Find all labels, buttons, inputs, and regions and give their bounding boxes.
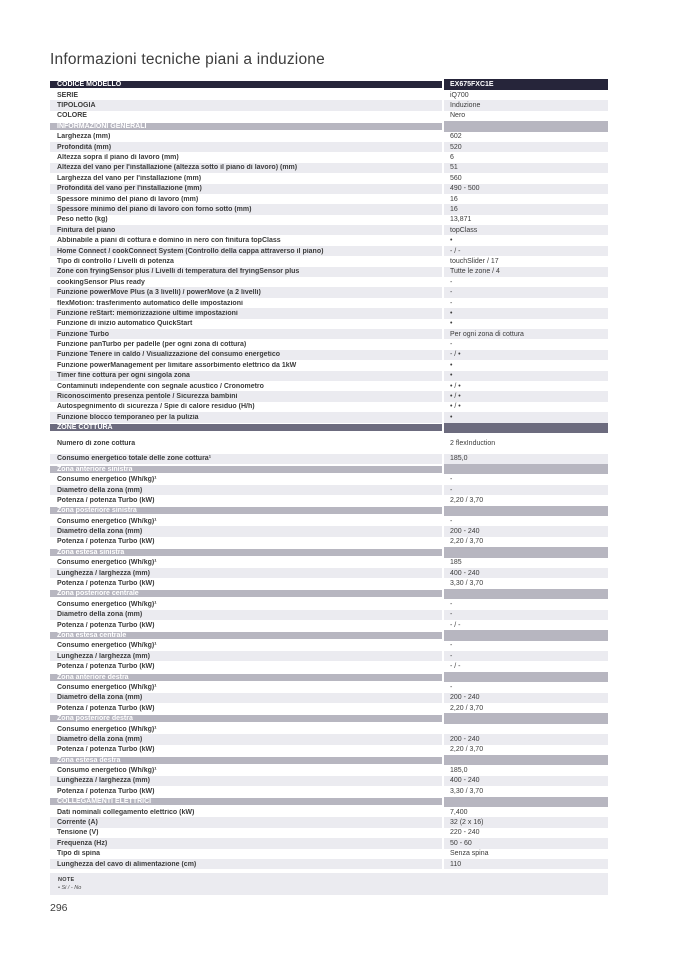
- spec-row-label: Consumo energetico (Wh/kg)¹: [57, 725, 157, 733]
- spec-row-value: -: [442, 485, 608, 495]
- spec-row-label: Lunghezza / larghezza (mm): [57, 652, 150, 660]
- section-header-label: Zona anteriore sinistra: [50, 466, 442, 473]
- spec-row: [50, 724, 608, 734]
- spec-row-value: 3,30 / 3,70: [442, 786, 608, 796]
- section-header: [50, 797, 608, 807]
- spec-row-value: •: [442, 308, 608, 318]
- spec-row-value: 200 - 240: [442, 526, 608, 536]
- spec-row-value: • / •: [442, 402, 608, 412]
- spec-row-label: Autospegnimento di sicurezza / Spie di calore residuo (H/h): [57, 403, 255, 411]
- spec-row-label: Funzione Turbo: [57, 330, 109, 338]
- spec-row-label: Potenza / potenza Turbo (kW): [57, 621, 155, 629]
- spec-row-label: Potenza / potenza Turbo (kW): [57, 496, 155, 504]
- spec-row-label: Peso netto (kg): [57, 216, 108, 224]
- spec-row-label: Larghezza (mm): [57, 133, 111, 141]
- spec-row: [50, 516, 608, 526]
- spec-row-value: 220 - 240: [442, 828, 608, 838]
- spec-row: [50, 184, 608, 194]
- spec-row-value: 560: [442, 173, 608, 183]
- section-header-label: Zona posteriore destra: [50, 715, 442, 722]
- spec-row-label: Dati nominali collegamento elettrico (kW): [57, 808, 195, 816]
- spec-row-label: Lunghezza / larghezza (mm): [57, 777, 150, 785]
- spec-row: [50, 849, 608, 859]
- section-header-label: Zona posteriore centrale: [50, 590, 442, 597]
- spec-row-label: Consumo energetico (Wh/kg)¹: [57, 683, 157, 691]
- spec-row-label: Tipo di controllo / Livelli di potenza: [57, 257, 174, 265]
- spec-row: [50, 360, 608, 370]
- spec-row-value: 32 (2 x 16): [442, 817, 608, 827]
- spec-row-value: 6: [442, 152, 608, 162]
- section-header-fill: [442, 713, 608, 723]
- spec-row-value: [442, 724, 608, 734]
- spec-row-value: 200 - 240: [442, 693, 608, 703]
- spec-row-label: Home Connect / cookConnect System (Controllo della cappa attraverso il piano): [57, 247, 324, 255]
- spec-row-label: Larghezza del vano per l'installazione (mm): [57, 174, 202, 182]
- spec-row-label: Numero di zone cottura: [57, 439, 136, 447]
- spec-row-label: Potenza / potenza Turbo (kW): [57, 663, 155, 671]
- spec-row-value: 520: [442, 142, 608, 152]
- spec-row-value: 3,30 / 3,70: [442, 578, 608, 588]
- spec-row-value: -: [442, 287, 608, 297]
- section-header: [50, 713, 608, 723]
- spec-row-label: Funzione blocco temporaneo per la pulizia: [57, 413, 199, 421]
- spec-row-value: 51: [442, 163, 608, 173]
- spec-row-label: Timer fine cottura per ogni singola zona: [57, 372, 190, 380]
- spec-table-body: [50, 90, 608, 869]
- section-header: [50, 630, 608, 640]
- spec-row-label: SERIE: [57, 91, 79, 99]
- spec-row: [50, 194, 608, 204]
- spec-row: [50, 100, 608, 110]
- spec-row: [50, 235, 608, 245]
- section-header-fill: [442, 464, 608, 474]
- section-header-label: Zona estesa sinistra: [50, 549, 442, 556]
- table-header-row: [50, 79, 608, 90]
- spec-row-label: Diametro della zona (mm): [57, 528, 143, 536]
- spec-row: [50, 661, 608, 671]
- spec-row: [50, 474, 608, 484]
- spec-row-value: 400 - 240: [442, 776, 608, 786]
- spec-row: [50, 526, 608, 536]
- spec-row: [50, 859, 608, 869]
- spec-row: [50, 204, 608, 214]
- spec-row: [50, 267, 608, 277]
- spec-row-value: •: [442, 319, 608, 329]
- spec-row-label: Consumo energetico (Wh/kg)¹: [57, 767, 157, 775]
- spec-row-label: Funzione reStart: memorizzazione ultime impostazioni: [57, 309, 238, 317]
- spec-row: [50, 693, 608, 703]
- spec-row: [50, 610, 608, 620]
- spec-row-value: -: [442, 298, 608, 308]
- section-header-fill: [442, 506, 608, 516]
- spec-row-value: •: [442, 412, 608, 422]
- spec-row-value: 16: [442, 204, 608, 214]
- section-header: [50, 464, 608, 474]
- section-header-fill: [442, 423, 608, 433]
- spec-row-label: Contaminuti independente con segnale acustico / Cronometro: [57, 382, 264, 390]
- spec-row-label: Diametro della zona (mm): [57, 735, 143, 743]
- spec-row-label: Profondità del vano per l'installazione (mm): [57, 185, 202, 193]
- spec-row-value: 2,20 / 3,70: [442, 745, 608, 755]
- spec-row: [50, 350, 608, 360]
- spec-row-label: Potenza / potenza Turbo (kW): [57, 538, 155, 546]
- spec-row-label: Potenza / potenza Turbo (kW): [57, 580, 155, 588]
- section-header-fill: [442, 547, 608, 557]
- spec-row-label: Spessore minimo del piano di lavoro con forno sotto (mm): [57, 205, 252, 213]
- spec-row-label: flexMotion: trasferimento automatico delle impostazioni: [57, 299, 243, 307]
- spec-row: [50, 558, 608, 568]
- spec-row-value: -: [442, 516, 608, 526]
- spec-row: [50, 246, 608, 256]
- spec-row: [50, 163, 608, 173]
- section-header: [50, 506, 608, 516]
- spec-row-label: Funzione panTurbo per padelle (per ogni zona di cottura): [57, 341, 247, 349]
- section-header-fill: [442, 672, 608, 682]
- spec-row-label: Altezza sopra il piano di lavoro (mm): [57, 154, 179, 162]
- spec-row-value: Tutte le zone / 4: [442, 267, 608, 277]
- spec-row-label: Diametro della zona (mm): [57, 694, 143, 702]
- spec-row: [50, 215, 608, 225]
- spec-row-value: -: [442, 277, 608, 287]
- spec-row-value: -: [442, 339, 608, 349]
- spec-row-value: 2,20 / 3,70: [442, 537, 608, 547]
- spec-row: [50, 371, 608, 381]
- spec-row-label: Potenza / potenza Turbo (kW): [57, 787, 155, 795]
- spec-row-label: cookingSensor Plus ready: [57, 278, 145, 286]
- spec-row-value: Nero: [442, 111, 608, 121]
- spec-row: [50, 807, 608, 817]
- spec-row-label: Consumo energetico (Wh/kg)¹: [57, 476, 157, 484]
- spec-row-label: Funzione di inizio automatico QuickStart: [57, 320, 193, 328]
- section-header: [50, 672, 608, 682]
- note-title: NOTE: [58, 877, 75, 884]
- spec-row-label: Consumo energetico totale delle zone cottura¹: [57, 455, 212, 463]
- spec-table: [50, 79, 608, 869]
- spec-row-label: Profondità (mm): [57, 143, 112, 151]
- section-header: [50, 121, 608, 131]
- spec-row: [50, 454, 608, 464]
- spec-row: [50, 682, 608, 692]
- spec-row-value: Induzione: [442, 100, 608, 110]
- page-title: Informazioni tecniche piani a induzione: [50, 51, 325, 68]
- spec-row: [50, 90, 608, 100]
- spec-row-value: Senza spina: [442, 849, 608, 859]
- spec-row-value: -: [442, 610, 608, 620]
- note-box: [50, 873, 608, 895]
- spec-row: [50, 765, 608, 775]
- spec-row: [50, 402, 608, 412]
- spec-row: [50, 651, 608, 661]
- spec-row-value: 200 - 240: [442, 734, 608, 744]
- spec-row: [50, 620, 608, 630]
- section-header-label: COLLEGAMENTI ELETTRICI: [50, 798, 442, 805]
- spec-row: [50, 703, 608, 713]
- spec-row-value: 490 - 500: [442, 184, 608, 194]
- section-header-label: ZONE COTTURA: [50, 424, 442, 431]
- section-header-fill: [442, 630, 608, 640]
- spec-row-value: -: [442, 682, 608, 692]
- spec-row-label: Lunghezza del cavo di alimentazione (cm): [57, 860, 197, 868]
- spec-row-label: Funzione powerManagement per limitare assorbimento elettrico da 1kW: [57, 361, 297, 369]
- spec-row: [50, 817, 608, 827]
- spec-row-label: TIPOLOGIA: [57, 102, 96, 110]
- spec-row: [50, 319, 608, 329]
- spec-row-value: 185,0: [442, 454, 608, 464]
- spec-row-value: •: [442, 235, 608, 245]
- spec-row: [50, 111, 608, 121]
- spec-row-value: 7,400: [442, 807, 608, 817]
- spec-row-value: Per ogni zona di cottura: [442, 329, 608, 339]
- spec-row: [50, 391, 608, 401]
- spec-row-value: iQ700: [442, 90, 608, 100]
- spec-row-value: - / -: [442, 246, 608, 256]
- spec-row-value: 50 - 60: [442, 838, 608, 848]
- spec-row: [50, 828, 608, 838]
- spec-row-label: COLORE: [57, 112, 87, 120]
- page-number: 296: [50, 902, 68, 915]
- spec-row-value: -: [442, 599, 608, 609]
- spec-row-label: Lunghezza / larghezza (mm): [57, 569, 150, 577]
- spec-row-value: •: [442, 371, 608, 381]
- spec-row: [50, 412, 608, 422]
- spec-row-label: Tensione (V): [57, 829, 99, 837]
- spec-row-value: 2,20 / 3,70: [442, 703, 608, 713]
- spec-row: [50, 142, 608, 152]
- spec-row: [50, 256, 608, 266]
- spec-row-label: Funzione powerMove Plus (a 3 livelli) / powerMove (a 2 livelli): [57, 289, 261, 297]
- spec-row-value: 602: [442, 132, 608, 142]
- spec-row-label: Riconoscimento presenza pentole / Sicurezza bambini: [57, 393, 238, 401]
- spec-row: [50, 438, 608, 448]
- spec-row: [50, 537, 608, 547]
- spec-row-label: Altezza del vano per l'installazione (altezza sotto il piano di lavoro) (mm): [57, 164, 298, 172]
- spec-row: [50, 225, 608, 235]
- spec-row: [50, 152, 608, 162]
- spec-row: [50, 786, 608, 796]
- spec-row-label: Consumo energetico (Wh/kg)¹: [57, 642, 157, 650]
- spec-row-value: - / •: [442, 350, 608, 360]
- section-header-label: Zona posteriore sinistra: [50, 507, 442, 514]
- spec-row-label: Abbinabile a piani di cottura e domino in nero con finitura topClass: [57, 237, 281, 245]
- spec-row: [50, 132, 608, 142]
- spec-row-value: -: [442, 641, 608, 651]
- note-body: • Si / - No: [58, 885, 82, 892]
- spec-row: [50, 776, 608, 786]
- spec-row-value: - / -: [442, 661, 608, 671]
- spec-row-label: Zone con fryingSensor plus / Livelli di temperatura del fryingSensor plus: [57, 268, 300, 276]
- spec-row-value: topClass: [442, 225, 608, 235]
- section-header: [50, 547, 608, 557]
- section-header-fill: [442, 121, 608, 131]
- spec-row-value: • / •: [442, 391, 608, 401]
- spec-row: [50, 495, 608, 505]
- spec-row-value: - / -: [442, 620, 608, 630]
- spec-row: [50, 339, 608, 349]
- spec-row-label: Frequenza (Hz): [57, 839, 108, 847]
- spec-row-label: Corrente (A): [57, 819, 98, 827]
- spec-row-value: 400 - 240: [442, 568, 608, 578]
- spec-row: [50, 734, 608, 744]
- section-header-fill: [442, 755, 608, 765]
- spec-row-label: Potenza / potenza Turbo (kW): [57, 746, 155, 754]
- spec-row-label: Diametro della zona (mm): [57, 486, 143, 494]
- spec-row: [50, 568, 608, 578]
- spec-row-value: 2,20 / 3,70: [442, 495, 608, 505]
- spec-row-value: 13,871: [442, 215, 608, 225]
- section-header: [50, 589, 608, 599]
- spec-row-value: 110: [442, 859, 608, 869]
- spec-row-label: Spessore minimo del piano di lavoro (mm): [57, 195, 199, 203]
- section-header-fill: [442, 589, 608, 599]
- spec-row-value: touchSlider / 17: [442, 256, 608, 266]
- spec-row-value: 2 flexInduction: [442, 438, 608, 448]
- table-header-value: EX675FXC1E: [442, 79, 608, 90]
- section-header-label: Zona estesa centrale: [50, 632, 442, 639]
- spec-row: [50, 287, 608, 297]
- spec-row-value: •: [442, 360, 608, 370]
- spec-row: [50, 745, 608, 755]
- spec-row-label: Consumo energetico (Wh/kg)¹: [57, 517, 157, 525]
- spec-row-value: 185: [442, 558, 608, 568]
- spec-row: [50, 173, 608, 183]
- spec-row-label: Funzione Tenere in caldo / Visualizzazione del consumo energetico: [57, 351, 281, 359]
- table-header-label: CODICE MODELLO: [50, 81, 442, 88]
- spec-row-label: Diametro della zona (mm): [57, 611, 143, 619]
- spec-row-value: -: [442, 474, 608, 484]
- section-header-label: INFORMAZIONI GENERALI: [50, 123, 442, 130]
- spec-row-value: 185,0: [442, 765, 608, 775]
- section-header-label: Zona anteriore destra: [50, 674, 442, 681]
- spec-row-label: Potenza / potenza Turbo (kW): [57, 704, 155, 712]
- section-header-label: Zona estesa destra: [50, 757, 442, 764]
- spec-row: [50, 485, 608, 495]
- section-header-fill: [442, 797, 608, 807]
- section-header: [50, 755, 608, 765]
- spec-row-value: -: [442, 651, 608, 661]
- spec-row-label: Finitura del piano: [57, 226, 116, 234]
- spec-row-value: 16: [442, 194, 608, 204]
- spec-row-label: Consumo energetico (Wh/kg)¹: [57, 600, 157, 608]
- spec-row: [50, 578, 608, 588]
- spec-row: [50, 381, 608, 391]
- spec-row-label: Tipo di spina: [57, 850, 101, 858]
- spec-row: [50, 641, 608, 651]
- spec-row: [50, 838, 608, 848]
- spec-row-value: • / •: [442, 381, 608, 391]
- spec-row: [50, 599, 608, 609]
- spec-row: [50, 329, 608, 339]
- spec-row: [50, 277, 608, 287]
- spec-row-label: Consumo energetico (Wh/kg)¹: [57, 559, 157, 567]
- section-header: [50, 423, 608, 433]
- spec-row: [50, 308, 608, 318]
- spec-row: [50, 298, 608, 308]
